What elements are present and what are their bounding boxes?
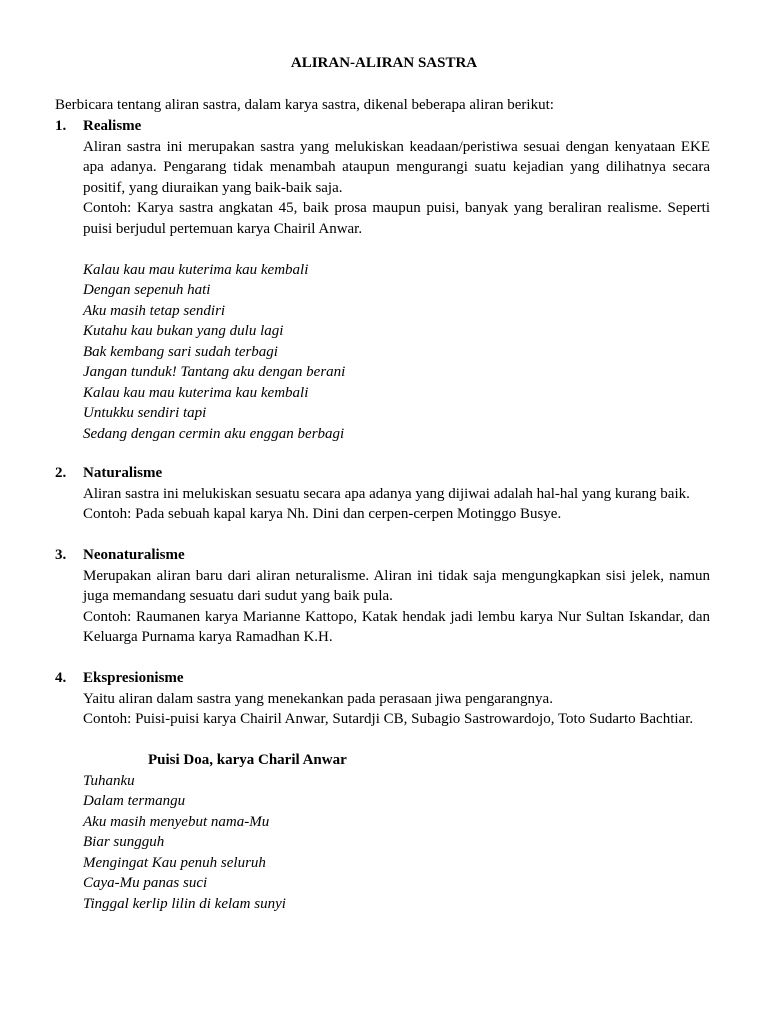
intro-paragraph: Berbicara tentang aliran sastra, dalam karya sastra, dikenal beberapa aliran berikut: bbox=[55, 97, 554, 113]
section-body bbox=[83, 566, 710, 648]
paragraph: Contoh: Karya sastra angkatan 45, baik prosa maupun puisi, banyak yang beraliran realisme. Seperti puisi berjudul pertemuan karya Chairil Anwar. bbox=[83, 200, 710, 237]
section-heading bbox=[55, 545, 710, 566]
poem-line: Mengingat Kau penuh seluruh bbox=[83, 854, 266, 871]
section-body bbox=[83, 137, 710, 240]
paragraph: Yaitu aliran dalam sastra yang menekankan pada perasaan jiwa pengarangnya. bbox=[83, 690, 553, 707]
poem-line: Untukku sendiri tapi bbox=[83, 405, 207, 421]
section-number: 2. bbox=[55, 465, 67, 481]
poem-line: Aku masih tetap sendiri bbox=[83, 302, 226, 319]
section-ekspresionisme bbox=[55, 668, 710, 914]
paragraph: Aliran sastra ini melukiskan sesuatu secara apa adanya yang dijiwai adalah hal-hal yang kurang baik. bbox=[83, 485, 690, 502]
poem-title: Puisi Doa, karya Charil Anwar bbox=[148, 752, 347, 768]
poem-line: Dalam termangu bbox=[83, 793, 186, 809]
section-title: Neonaturalisme bbox=[83, 547, 185, 563]
poem-line: Caya-Mu panas suci bbox=[83, 875, 208, 891]
section-title: Realisme bbox=[83, 118, 142, 134]
poem-pertemuan bbox=[83, 260, 710, 445]
poem-line: Dengan sepenuh hati bbox=[83, 282, 211, 298]
poem-line: Bak kembang sari sudah terbagi bbox=[83, 343, 278, 360]
section-body bbox=[83, 689, 710, 730]
section-heading bbox=[55, 668, 710, 689]
poem-line: Biar sungguh bbox=[83, 834, 165, 850]
paragraph: Contoh: Raumanen karya Marianne Kattopo, Katak hendak jadi lembu karya Nur Sultan Iskandar, dan Keluarga Purnama karya Ramadhan K.H. bbox=[83, 608, 710, 645]
poem-doa bbox=[83, 771, 710, 915]
section-heading bbox=[55, 116, 710, 137]
section-body bbox=[83, 484, 710, 525]
section-title: Naturalisme bbox=[83, 465, 163, 481]
paragraph: Merupakan aliran baru dari aliran neturalisme. Aliran ini tidak saja mengungkapkan sisi jelek, namun juga memandang sesuatu dari sudut yang baik pula. bbox=[83, 567, 710, 604]
paragraph: Aliran sastra ini merupakan sastra yang melukiskan keadaan/peristiwa sesuai dengan kenyataan EKE apa adanya. Pengarang tidak menambah ataupun mengurangi suatu kejadian yang dilihatnya secara positif, yang diuraikan yang baik-baik saja. bbox=[83, 138, 710, 196]
section-number: 3. bbox=[55, 547, 67, 563]
section-realisme bbox=[55, 116, 710, 444]
poem-line: Tuhanku bbox=[83, 772, 135, 789]
poem-line: Sedang dengan cermin aku enggan berbagi bbox=[83, 425, 345, 442]
section-heading bbox=[55, 463, 710, 484]
section-number: 4. bbox=[55, 670, 67, 686]
document-title: ALIRAN-ALIRAN SASTRA bbox=[290, 55, 478, 71]
paragraph: Contoh: Puisi-puisi karya Chairil Anwar, Sutardji CB, Subagio Sastrowardojo, Toto Sudarto Bachtiar. bbox=[83, 711, 694, 727]
poem-line: Kutahu kau bukan yang dulu lagi bbox=[83, 323, 284, 339]
section-number: 1. bbox=[55, 118, 67, 134]
section-title: Ekspresionisme bbox=[83, 670, 184, 686]
section-neonaturalisme bbox=[55, 545, 710, 648]
poem-line: Jangan tunduk! Tantang aku dengan berani bbox=[83, 364, 346, 380]
poem-line: Tinggal kerlip lilin di kelam sunyi bbox=[83, 895, 286, 912]
poem-line: Kalau kau mau kuterima kau kembali bbox=[83, 261, 309, 278]
paragraph: Contoh: Pada sebuah kapal karya Nh. Dini dan cerpen-cerpen Motinggo Busye. bbox=[83, 506, 562, 522]
poem-line: Kalau kau mau kuterima kau kembali bbox=[83, 384, 309, 401]
section-naturalisme bbox=[55, 463, 710, 525]
poem-line: Aku masih menyebut nama-Mu bbox=[83, 813, 270, 830]
